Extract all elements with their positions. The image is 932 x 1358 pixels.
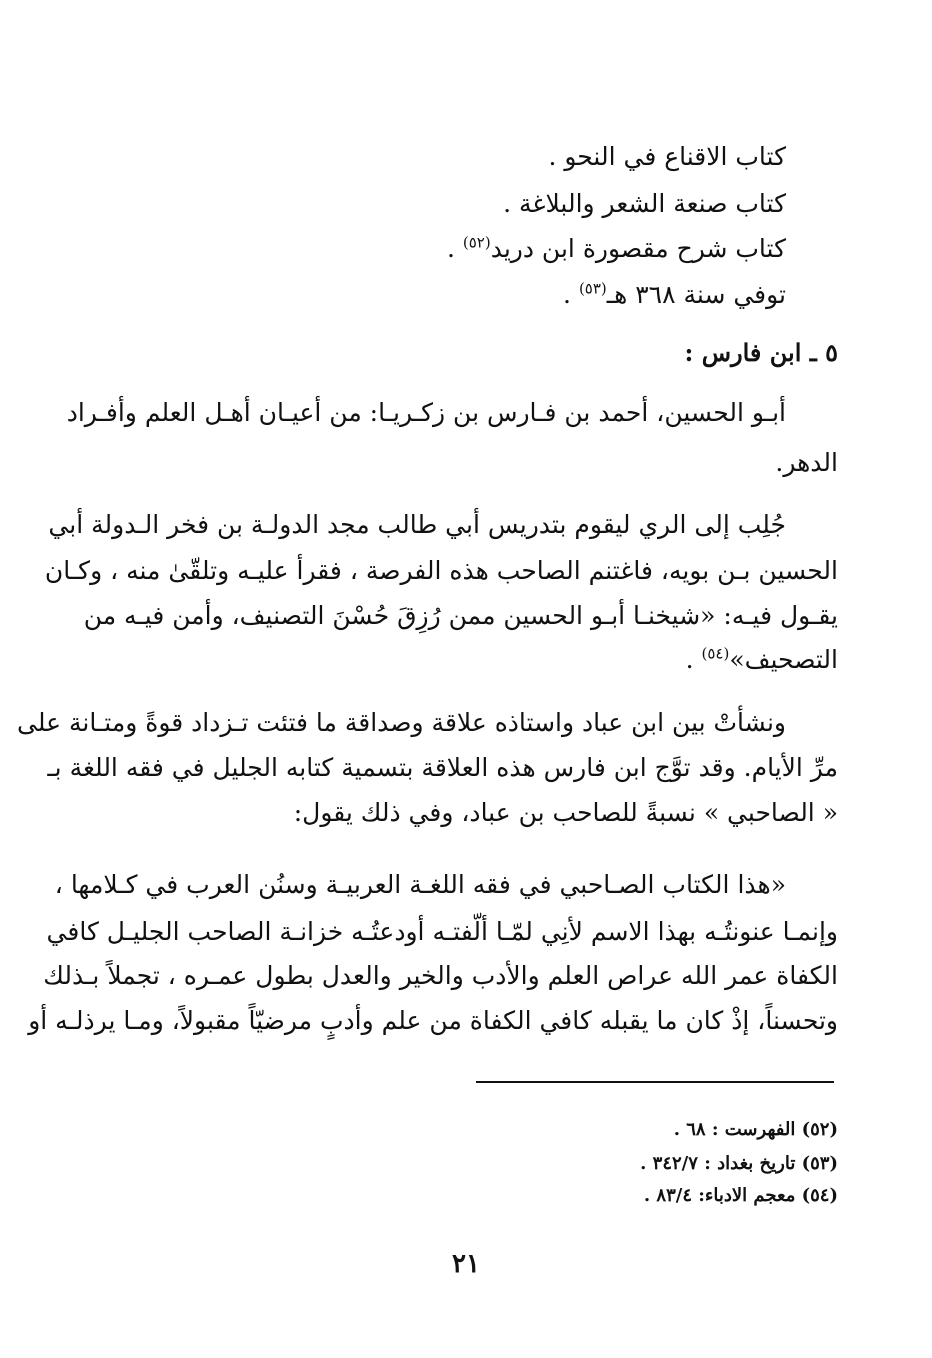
paragraph-line: « الصاحبي » نسبةً للصاحب بن عباد، وفي ذلك يقول: xyxy=(293,798,838,827)
footnote-reference: (٥٢) xyxy=(462,233,491,252)
footnote-separator xyxy=(476,1081,834,1083)
paragraph-line: مرِّ الأيام. وقد توَّج ابن فارس هذه العلاقة بتسمية كتابه الجليل في فقه اللغة بـ xyxy=(47,753,838,782)
paragraph-line: «هذا الكتاب الصـاحبي في فقه اللغـة العربيـة وسنُن العرب في كـلامها ، xyxy=(54,870,786,899)
book-list-tail: . xyxy=(563,280,579,309)
book-list-text: كتاب شرح مقصورة ابن دريد xyxy=(490,234,786,263)
footnote: (٥٤) معجم الادباء: ٨٣/٤ . xyxy=(643,1185,838,1206)
footnote: (٥٢) الفهرست : ٦٨ . xyxy=(673,1119,838,1140)
paragraph-line: ونشأتْ بين ابن عباد واستاذه علاقة وصداقة ما فتئت تـزداد قوةً ومتـانة على xyxy=(17,708,786,737)
paragraph-line: الحسين بـن بويه، فاغتنم الصاحب هذه الفرصة ، فقرأ عليـه وتلقّىٰ منه ، وكـان xyxy=(44,556,838,585)
page-number: ٢١ xyxy=(452,1249,480,1279)
section-heading: ٥ ـ ابن فارس : xyxy=(684,338,838,367)
paragraph-line: وإنمـا عنونتُـه بهذا الاسم لأنِي لمّـا ألّفتـه أودعتُـه خزانـة الصاحب الجليـل كافي xyxy=(46,917,838,946)
paragraph-text: التصحيف» xyxy=(729,645,838,674)
book-list-item xyxy=(503,189,786,219)
book-list-item xyxy=(563,280,786,310)
book-list-text: توفي سنة ٣٦٨ هـ xyxy=(606,280,786,309)
paragraph-tail: . xyxy=(685,645,702,674)
book-list-text: كتاب الاقناع في النحو . xyxy=(548,142,786,171)
book-list-item xyxy=(447,234,786,264)
footnote-reference: (٥٣) xyxy=(578,279,607,298)
paragraph-line xyxy=(686,645,838,675)
paragraph-line: يقـول فيـه: «شيخنـا أبـو الحسين ممن رُزِقَ حُسْنَ التصنيف، وأمن فيـه من xyxy=(83,601,838,630)
paragraph-line: وتحسناً، إذْ كان ما يقبله كافي الكفاة من علم وأدبٍ مرضيّاً مقبولاً، ومـا يرذلـه أو xyxy=(28,1006,838,1035)
book-list-text: كتاب صنعة الشعر والبلاغة . xyxy=(503,189,786,218)
paragraph-line: جُلِب إلى الري ليقوم بتدريس أبي طالب مجد الدولـة بن فخر الـدولة أبي xyxy=(48,510,786,539)
footnote: (٥٣) تاريخ بغداد : ٣٤٢/٧ . xyxy=(640,1153,838,1174)
paragraph-line: أبـو الحسين، أحمد بن فـارس بن زكـريـا: من أعيـان أهـل العلم وأفـراد xyxy=(66,398,786,427)
book-list-item xyxy=(548,142,786,172)
paragraph-line: الكفاة عمر الله عراص العلم والأدب والخير والعدل بطول عمـره ، تجملاً بـذلك xyxy=(43,961,838,990)
book-list-tail: . xyxy=(446,234,463,263)
footnote-reference: (٥٤) xyxy=(701,644,730,663)
paragraph-line: الدهر. xyxy=(775,448,838,477)
